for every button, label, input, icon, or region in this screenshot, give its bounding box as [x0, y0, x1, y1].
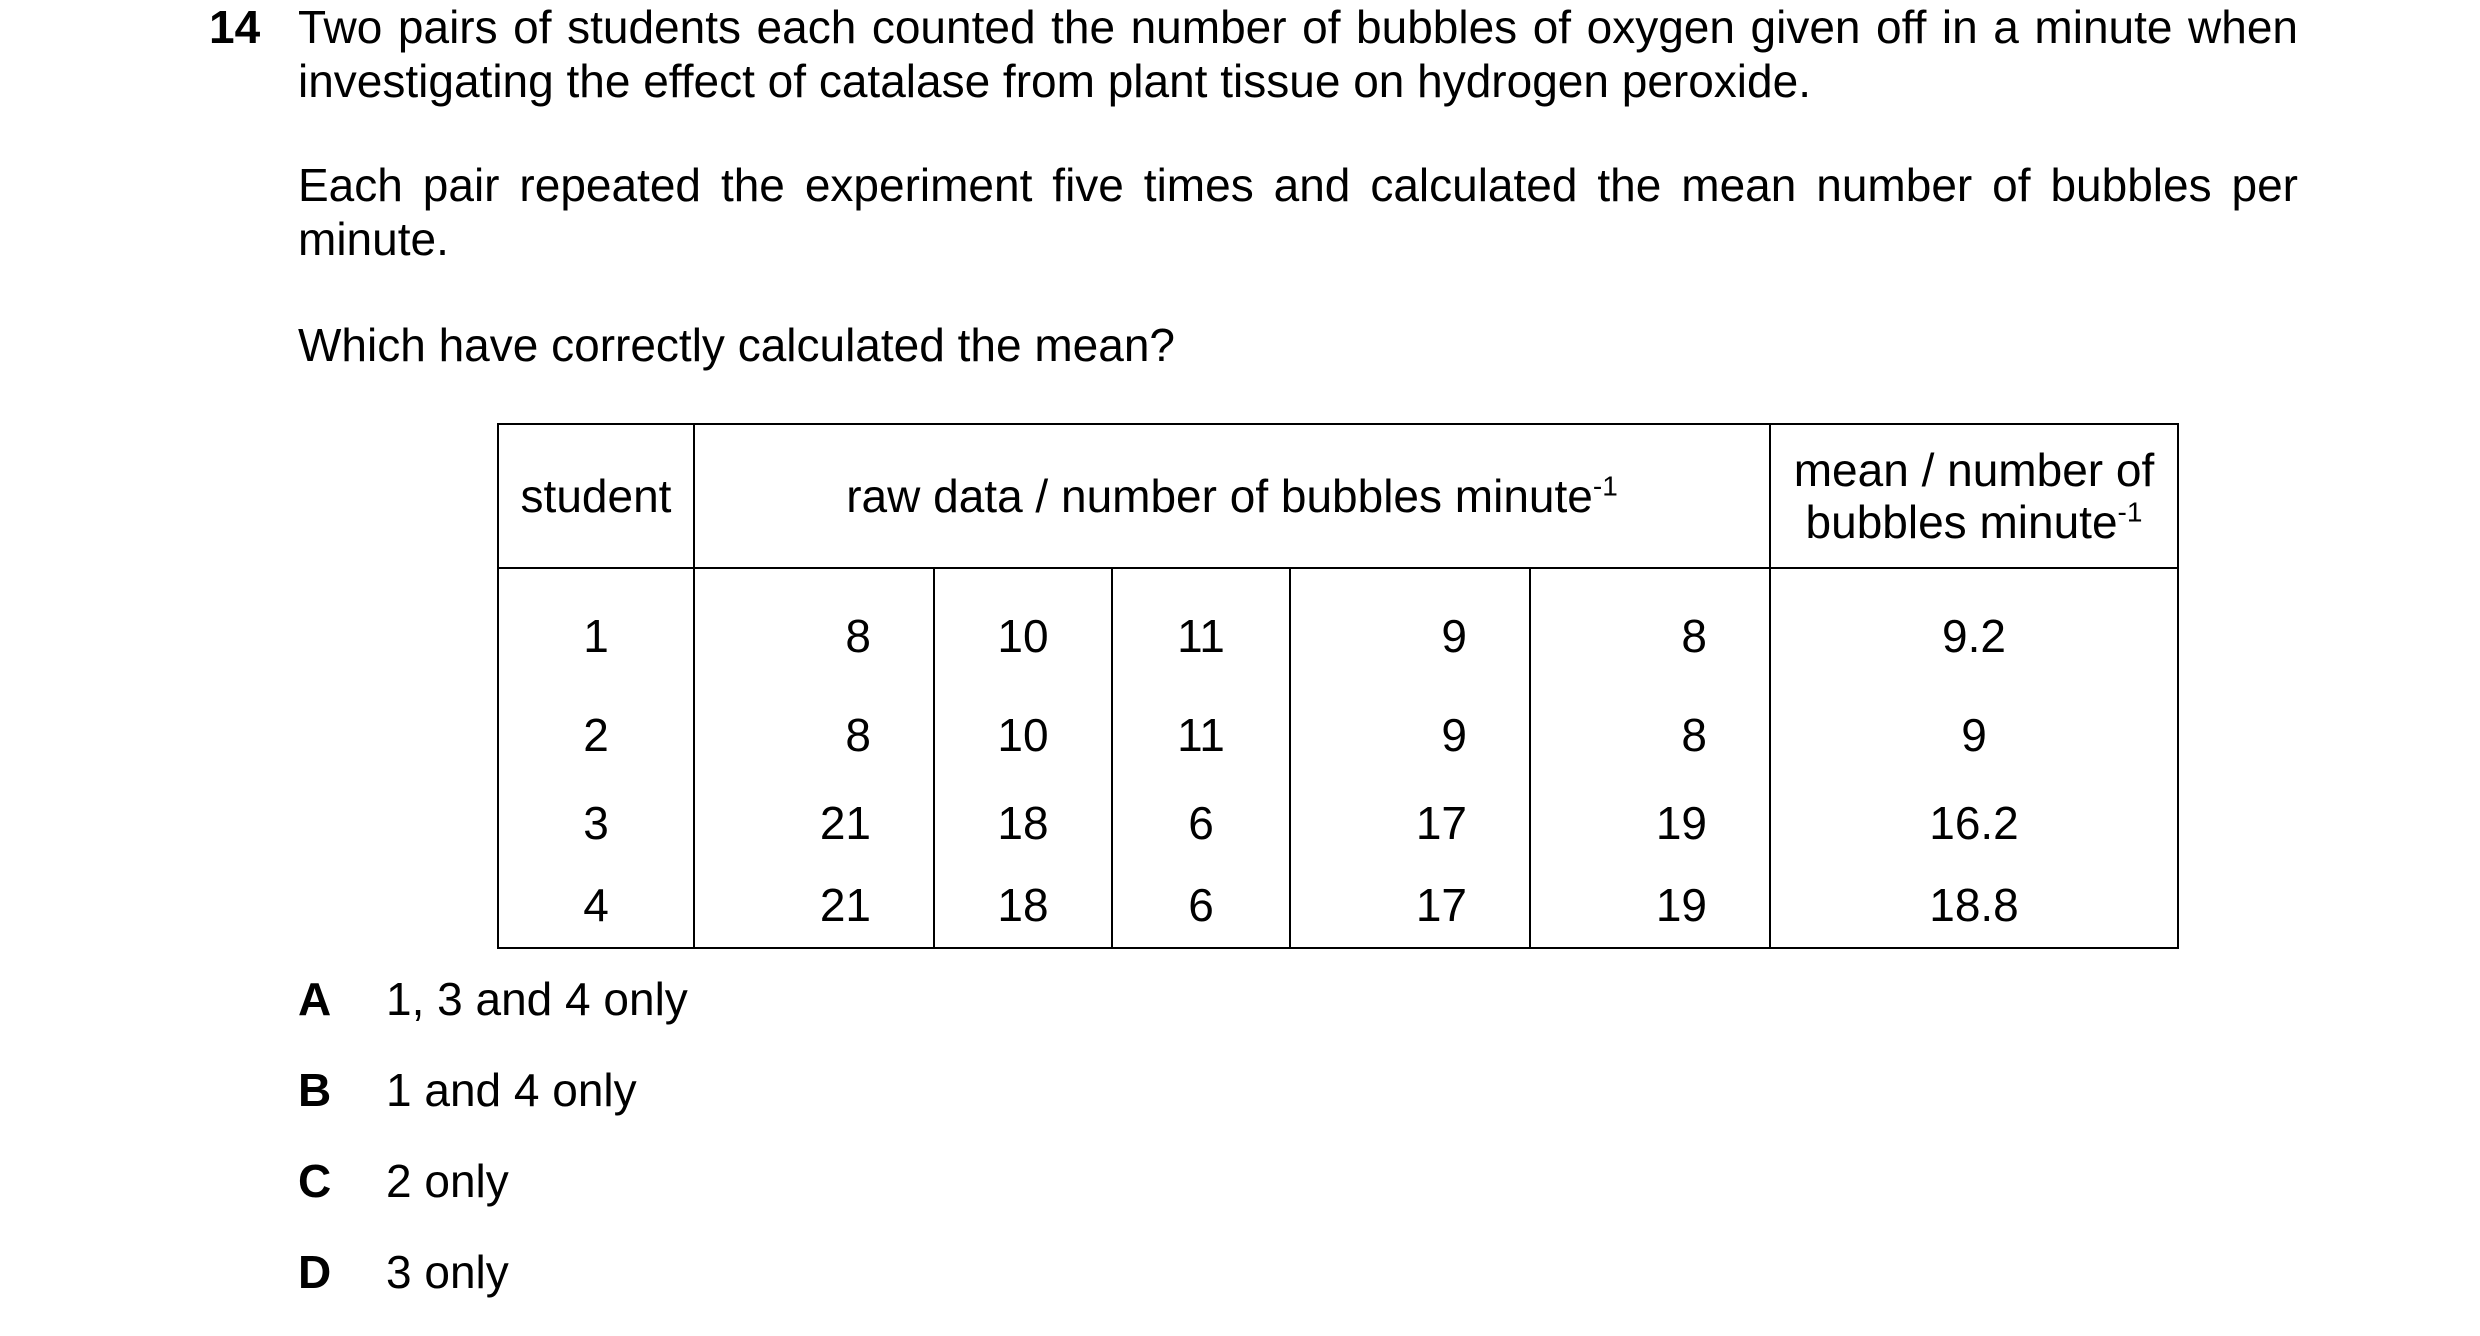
student-cell: 3 — [498, 779, 694, 867]
option-text: 2 only — [386, 1155, 509, 1207]
header-raw-exponent: -1 — [1592, 470, 1618, 502]
raw-cell: 19 — [1530, 779, 1770, 867]
header-mean-line1: mean / number of — [1793, 444, 2155, 496]
raw-cell: 19 — [1530, 867, 1770, 948]
raw-cell: 18 — [934, 867, 1112, 948]
table-row — [498, 568, 2178, 691]
mean-cell: 18.8 — [1770, 867, 2178, 948]
option-text: 3 only — [386, 1246, 509, 1298]
header-raw-data — [694, 424, 1770, 568]
option-text: 1, 3 and 4 only — [386, 973, 688, 1025]
header-student-label: student — [520, 470, 672, 522]
raw-cell: 10 — [934, 568, 1112, 691]
question-paragraph-2: Each pair repeated the experiment five times and calculated the mean number of bubbles per minute. — [298, 159, 2298, 265]
raw-cell: 8 — [1530, 691, 1770, 779]
mean-cell: 16.2 — [1770, 779, 2178, 867]
raw-cell: 17 — [1290, 867, 1530, 948]
header-student — [498, 424, 694, 568]
raw-cell: 10 — [934, 691, 1112, 779]
raw-cell: 21 — [694, 779, 934, 867]
raw-cell: 17 — [1290, 779, 1530, 867]
header-raw-label: raw data / number of bubbles minute — [846, 470, 1593, 522]
option-letter: C — [298, 1155, 332, 1207]
raw-cell: 6 — [1112, 779, 1290, 867]
raw-cell: 6 — [1112, 867, 1290, 948]
header-mean-line2: bubbles minute — [1805, 496, 2118, 548]
student-cell: 4 — [498, 867, 694, 948]
header-mean — [1770, 424, 2178, 568]
option-letter: A — [298, 973, 332, 1025]
student-cell: 2 — [498, 691, 694, 779]
mean-cell: 9.2 — [1770, 568, 2178, 691]
raw-cell: 9 — [1290, 568, 1530, 691]
raw-cell: 11 — [1112, 691, 1290, 779]
option-letter: D — [298, 1246, 332, 1298]
raw-cell: 18 — [934, 779, 1112, 867]
question-paragraph-1: Two pairs of students each counted the number of bubbles of oxygen given off in a minute when investigating the effect of catalase from plant tissue on hydrogen peroxide. — [298, 1, 2298, 107]
bubbles-data-table — [497, 423, 2179, 949]
header-mean-exponent: -1 — [2117, 496, 2143, 528]
raw-cell: 8 — [694, 568, 934, 691]
table-row — [498, 779, 2178, 867]
raw-cell: 8 — [694, 691, 934, 779]
mean-cell: 9 — [1770, 691, 2178, 779]
raw-cell: 9 — [1290, 691, 1530, 779]
raw-cell: 11 — [1112, 568, 1290, 691]
question-number: 14 — [209, 1, 261, 53]
table-header-row — [498, 424, 2178, 568]
option-text: 1 and 4 only — [386, 1064, 637, 1116]
table-row — [498, 867, 2178, 948]
option-letter: B — [298, 1064, 332, 1116]
raw-cell: 8 — [1530, 568, 1770, 691]
question-prompt: Which have correctly calculated the mean? — [298, 319, 1175, 371]
student-cell: 1 — [498, 568, 694, 691]
table-row — [498, 691, 2178, 779]
raw-cell: 21 — [694, 867, 934, 948]
